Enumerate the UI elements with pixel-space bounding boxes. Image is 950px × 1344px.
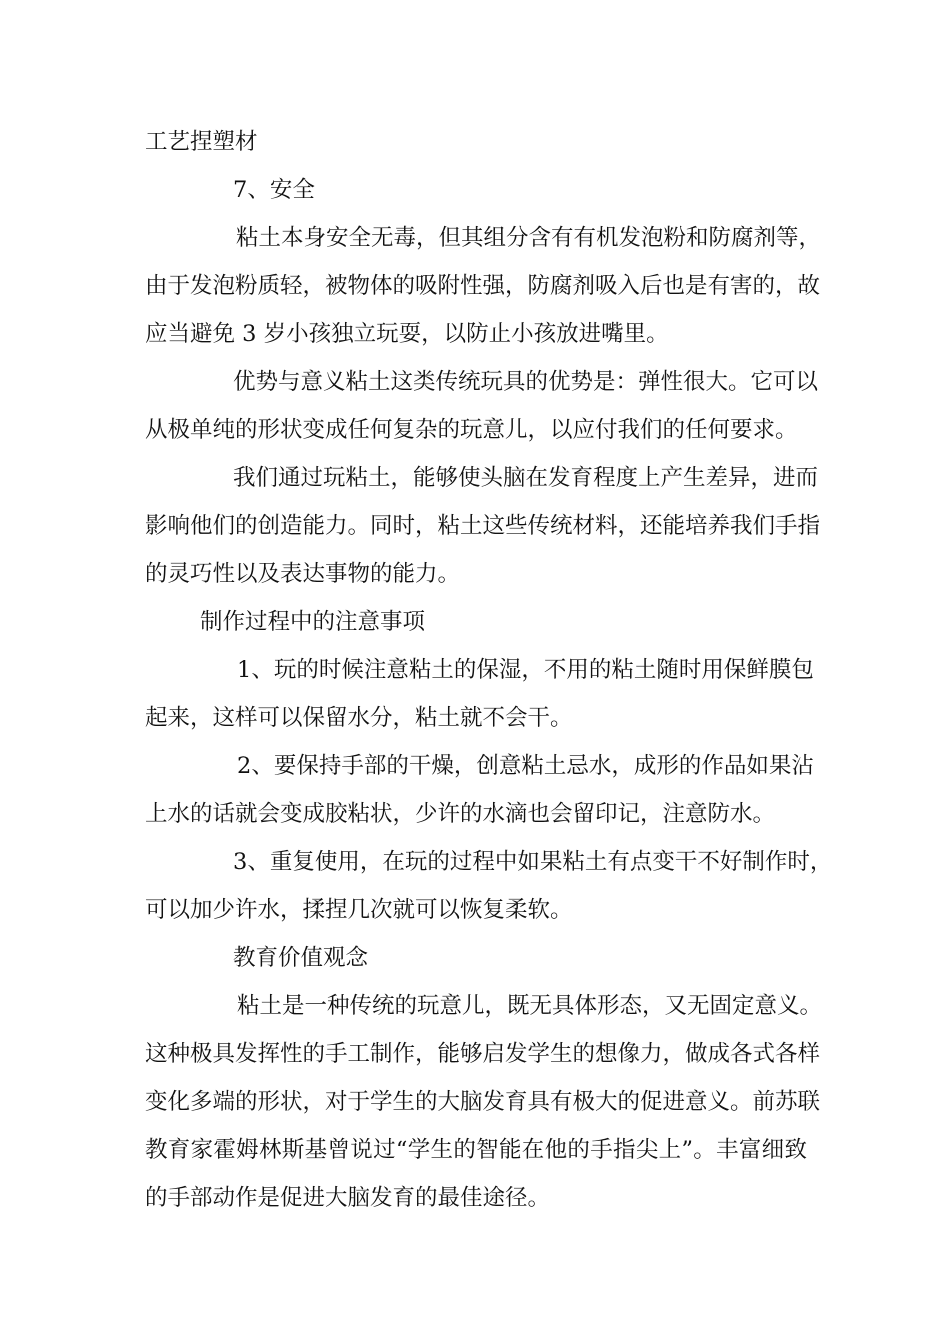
section-heading-education: 教育价值观念 (233, 945, 369, 971)
paragraph-line: 的灵巧性以及表达事物的能力。 (145, 561, 461, 587)
paragraph-line: 变化多端的形状，对于学生的大脑发育具有极大的促进意义。前苏联 (145, 1089, 821, 1115)
paragraph-line: 这种极具发挥性的手工制作，能够启发学生的想像力，做成各式各样 (145, 1041, 821, 1067)
paragraph-line: 的手部动作是促进大脑发育的最佳途径。 (145, 1185, 551, 1211)
paragraph-line: 2、要保持手部的干燥，创意粘土忌水，成形的作品如果沾 (237, 753, 814, 779)
paragraph-line: 上水的话就会变成胶粘状，少许的水滴也会留印记，注意防水。 (145, 801, 776, 827)
text-line: 工艺捏塑材 (145, 129, 258, 155)
section-heading-precautions: 制作过程中的注意事项 (200, 609, 426, 635)
paragraph-line: 1、玩的时候注意粘土的保湿，不用的粘土随时用保鲜膜包 (237, 657, 814, 683)
section-heading-safety: 7、安全 (233, 177, 315, 203)
paragraph-line: 教育家霍姆林斯基曾说过“学生的智能在他的手指尖上”。丰富细致 (145, 1137, 807, 1163)
paragraph-line: 起来，这样可以保留水分，粘土就不会干。 (145, 705, 573, 731)
paragraph-line: 应当避免 3 岁小孩独立玩耍，以防止小孩放进嘴里。 (145, 321, 669, 347)
paragraph-line: 影响他们的创造能力。同时，粘土这些传统材料，还能培养我们手指 (145, 513, 821, 539)
paragraph-line: 3、重复使用，在玩的过程中如果粘土有点变干不好制作时， (233, 849, 833, 875)
paragraph-line: 可以加少许水，揉捏几次就可以恢复柔软。 (145, 897, 573, 923)
paragraph-line: 优势与意义粘土这类传统玩具的优势是：弹性很大。它可以 (233, 369, 819, 395)
paragraph-line: 我们通过玩粘土，能够使头脑在发育程度上产生差异，进而 (233, 465, 819, 491)
paragraph-line: 从极单纯的形状变成任何复杂的玩意儿，以应付我们的任何要求。 (145, 417, 798, 443)
paragraph-line: 粘土本身安全无毒，但其组分含有有机发泡粉和防腐剂等， (236, 225, 822, 251)
paragraph-line: 由于发泡粉质轻，被物体的吸附性强，防腐剂吸入后也是有害的，故 (145, 273, 821, 299)
paragraph-line: 粘土是一种传统的玩意儿，既无具体形态，又无固定意义。 (237, 993, 823, 1019)
